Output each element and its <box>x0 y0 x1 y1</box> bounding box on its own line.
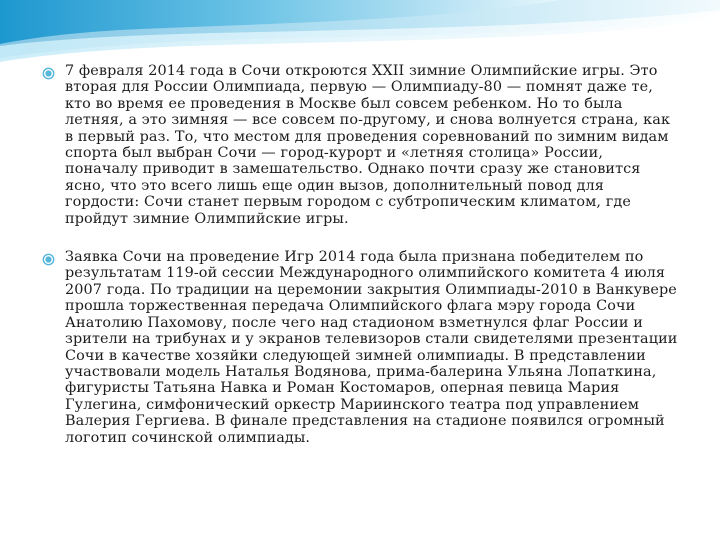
bullet-icon <box>42 67 55 80</box>
bullet-icon <box>42 253 55 266</box>
bullet-text: Заявка Сочи на проведение Игр 2014 года была признана победителем по результатам 119-ой сессии Международного олимпийского комитета 4 июля 2007 года. По традиции на церемонии закрытия Олимпиады-2010 в Ванкувере прошла торжественная передача Олимпийского флага мэру города Сочи Анатолию Пахомову, после чего над стадионом взметнулся флаг России и зрители на трибунах и у экранов телевизоров стали свидетелями презентации Сочи в качестве хозяйки следующей зимней олимпиады. В представлении участвовали модель Наталья Водянова, прима-балерина Ульяна Лопаткина, фигуристы Татьяна Навка и Роман Костомаров, оперная певица Мария Гулегина, симфонический оркестр Мариинского театра под управлением Валерия Гергиева. В финале представления на стадионе появился огромный логотип сочинской олимпиады. <box>65 249 678 446</box>
bullet-text: 7 февраля 2014 года в Сочи откроются XXII зимние Олимпийские игры. Это вторая для России Олимпиада, первую — Олимпиаду-80 — помнят даже те, кто во время ее проведения в Москве был совсем ребенком. Но то была летняя, а это зимняя — все совсем по-другому, и снова волнуется страна, как в первый раз. То, что местом для проведения соревнований по зимним видам спорта был выбран Сочи — город-курорт и «летняя столица» России, поначалу приводит в замешательство. Однако почти сразу же становится ясно, что это всего лишь еще один вызов, дополнительный повод для гордости: Сочи станет первым городом с субтропическим климатом, где пройдут зимние Олимпийские игры. <box>65 63 671 227</box>
bullet-item-1 <box>38 63 680 227</box>
slide-content <box>38 63 680 446</box>
bullet-item-2 <box>38 249 680 446</box>
